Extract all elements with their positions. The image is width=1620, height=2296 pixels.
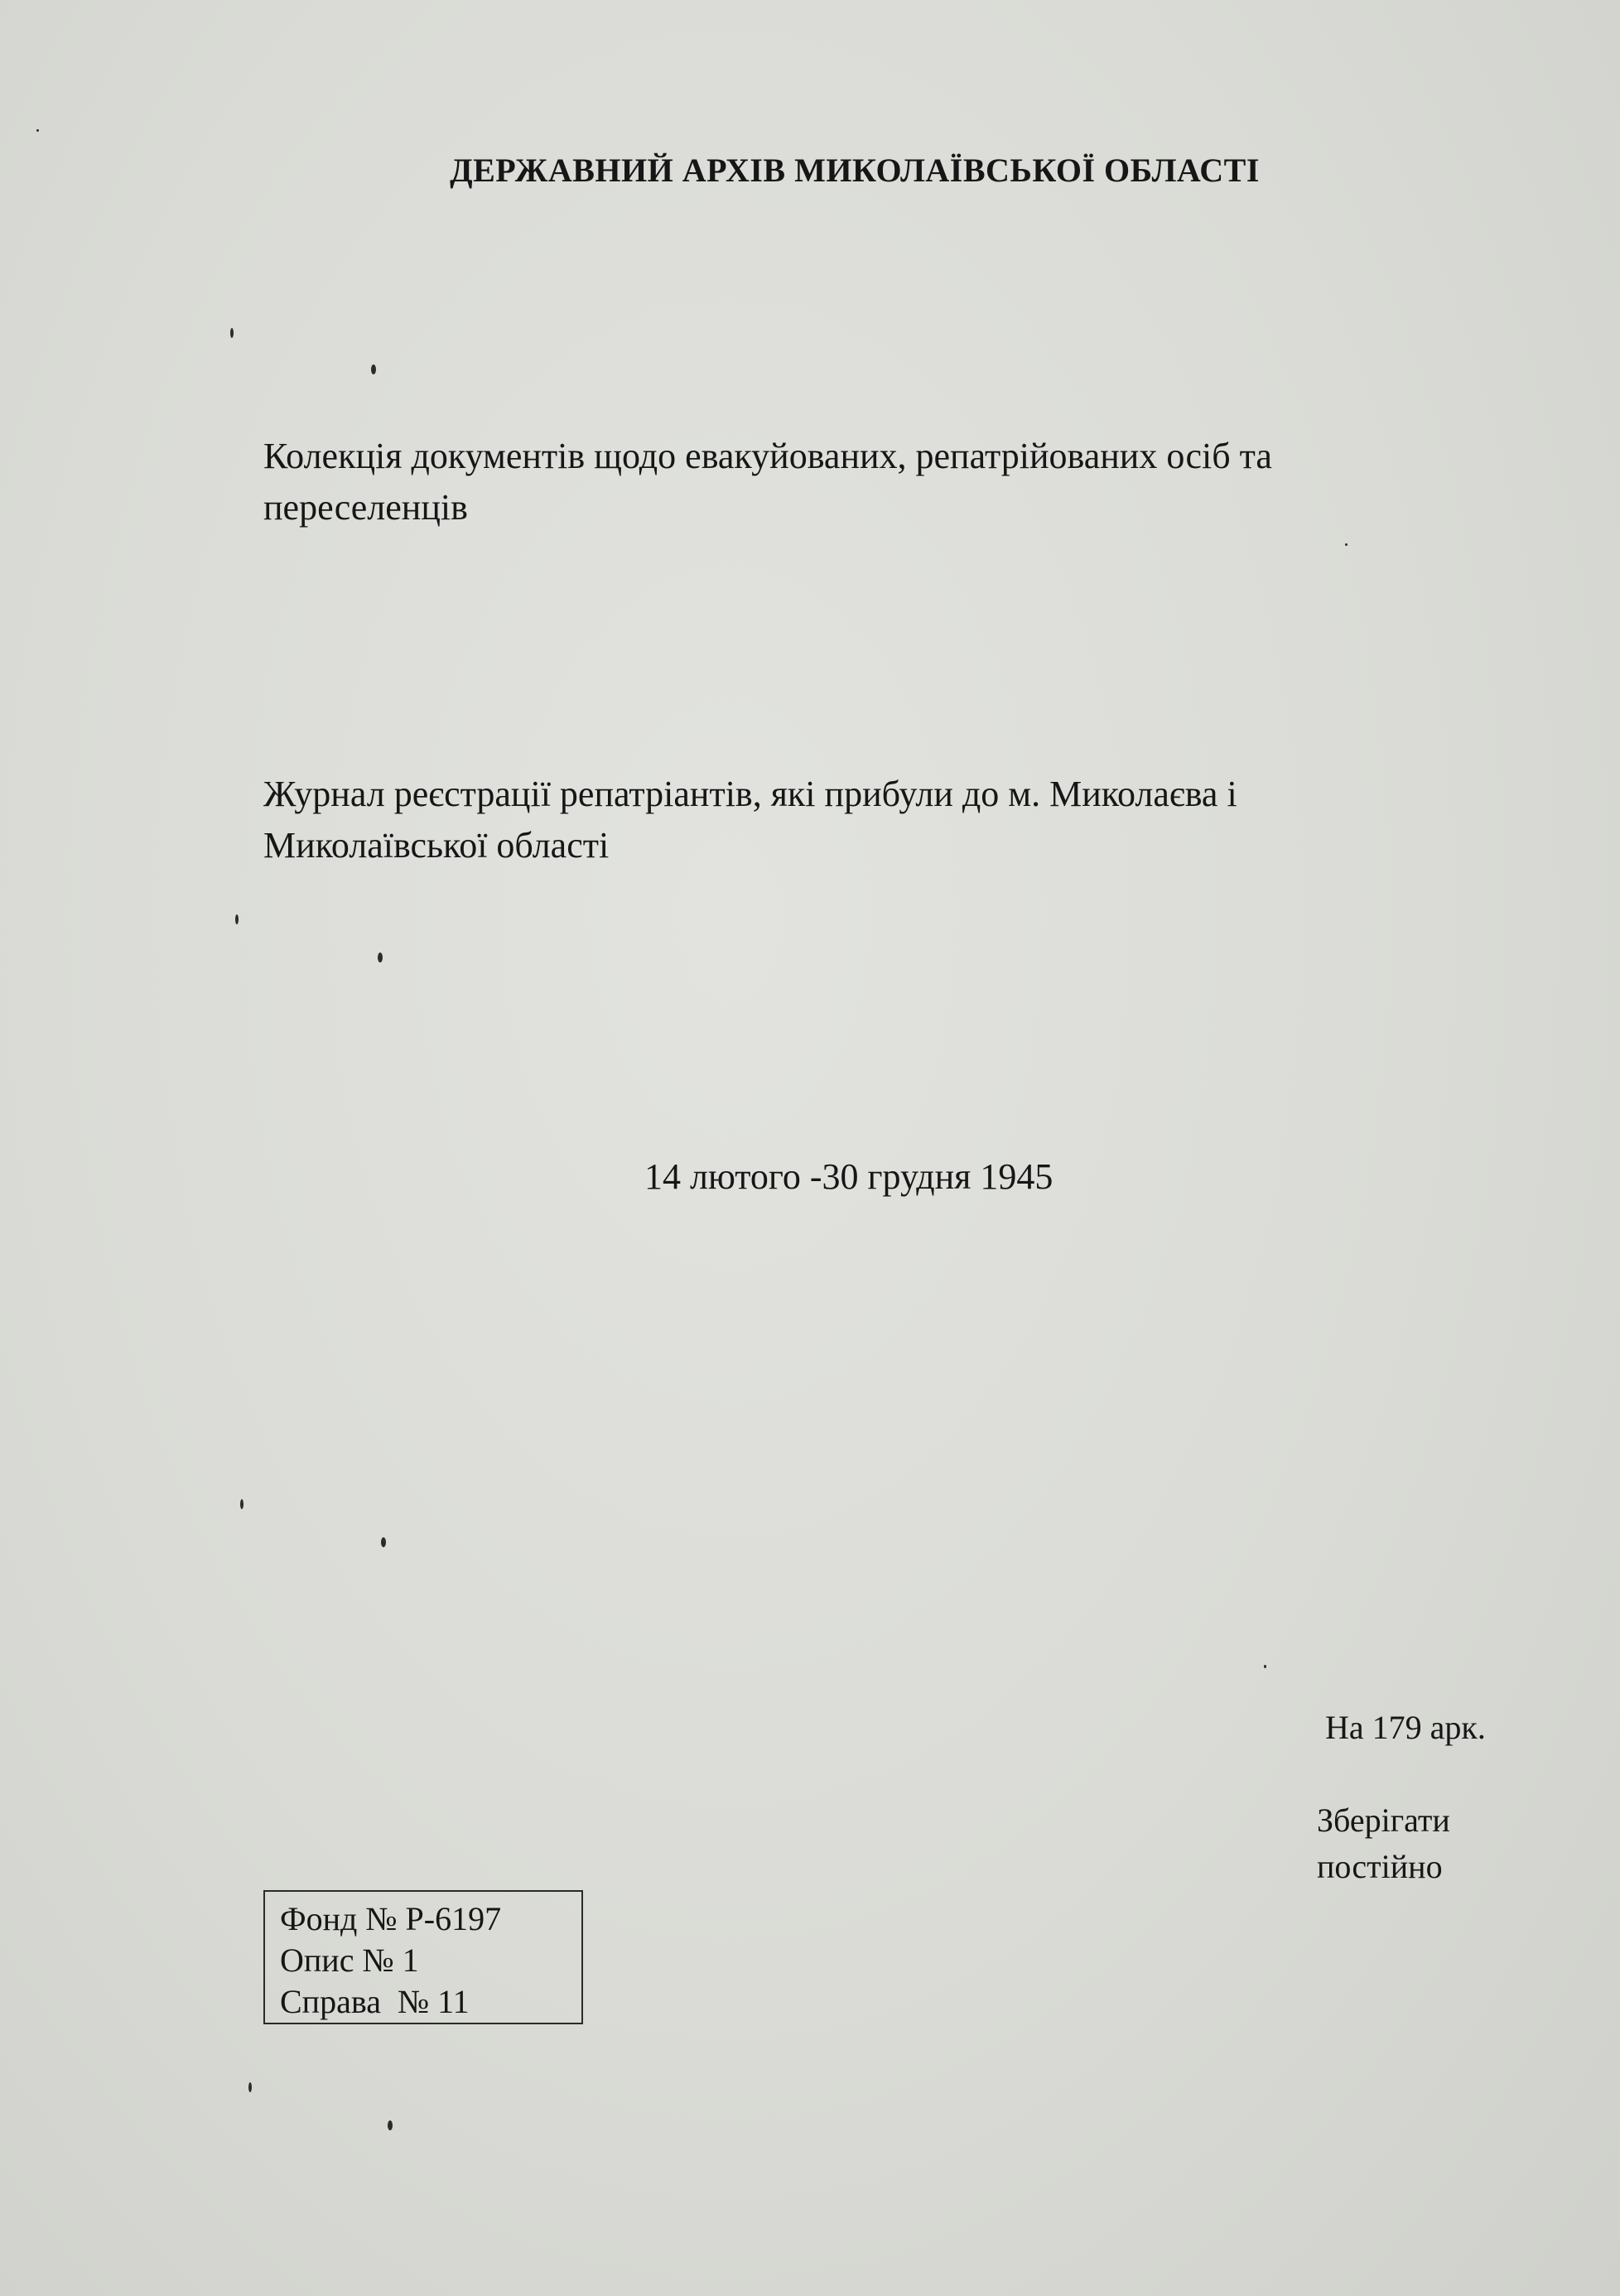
- binding-speck: [371, 364, 376, 374]
- retention-line-2: постійно: [1317, 1848, 1443, 1885]
- opys-number: Опис № 1: [280, 1941, 419, 1979]
- archive-reference-box: [263, 1890, 583, 2024]
- dust-speck: [1345, 543, 1348, 546]
- archive-title: ДЕРЖАВНИЙ АРХІВ МИКОЛАЇВСЬКОЇ ОБЛАСТІ: [450, 152, 1260, 189]
- binding-speck: [248, 2082, 252, 2092]
- collection-line-1: Колекція документів щодо евакуйованих, репатрійованих осіб та: [263, 436, 1272, 476]
- journal-line-2: Миколаївської області: [263, 825, 610, 866]
- sheet-count: На 179 арк.: [1325, 1709, 1486, 1746]
- binding-speck: [235, 914, 239, 924]
- binding-speck: [378, 953, 383, 962]
- journal-line-1: Журнал реєстрації репатріантів, які прибули до м. Миколаєва і: [263, 774, 1237, 814]
- binding-speck: [381, 1537, 386, 1547]
- binding-speck: [240, 1499, 243, 1509]
- journal-title: [263, 769, 1506, 871]
- binding-speck: [230, 328, 234, 338]
- dust-speck: [1264, 1665, 1266, 1668]
- date-range: 14 лютого -30 грудня 1945: [644, 1156, 1053, 1197]
- retention-line-1: Зберігати: [1317, 1802, 1450, 1839]
- retention-note: [1317, 1797, 1450, 1890]
- fond-number: Фонд № Р-6197: [280, 1900, 502, 1937]
- collection-line-2: переселенців: [263, 487, 468, 528]
- dust-speck: [36, 129, 39, 132]
- binding-speck: [388, 2120, 393, 2130]
- sprava-number: Справа № 11: [280, 1983, 470, 2020]
- collection-description: [263, 431, 1506, 533]
